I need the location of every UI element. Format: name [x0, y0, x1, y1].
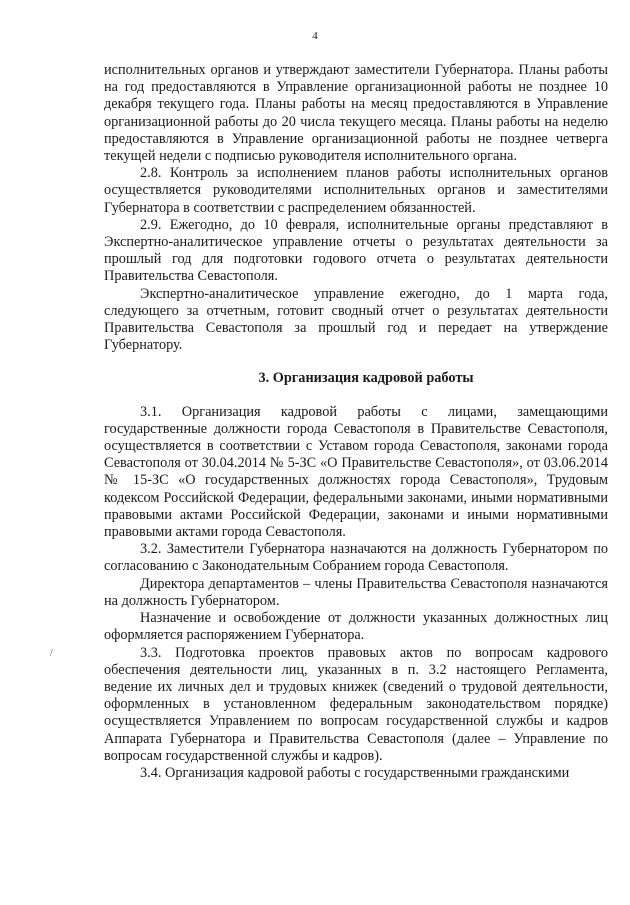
- paragraph-2-8: 2.8. Контроль за исполнением планов работы исполнительных органов осуществляется руководителями исполнительных органов и заместителями Губернатора в соответствии с распределением обязанностей.: [104, 165, 608, 216]
- paragraph-3-3: 3.3. Подготовка проектов правовых актов по вопросам кадрового обеспечения деятельности лиц, указанных в п. 3.2 настоящего Регламента, ведение их личных дел и трудовых книжек (сведений о трудовой деятельности, оформленных в установленном федеральным законодательством порядке) осуществляется Управлением по вопросам государственной службы и кадров Аппарата Губернатора и Правительства Севастополя (далее – Управление по вопросам государственной службы и кадров).: [104, 644, 608, 764]
- paragraph-3-2: 3.2. Заместители Губернатора назначаются на должность Губернатором по согласованию с Законодательным Собранием города Севастополя.: [104, 541, 608, 575]
- paragraph-appointment: Назначение и освобождение от должности указанных должностных лиц оформляется распоряжением Губернатора.: [104, 610, 608, 644]
- paragraph-2-9: 2.9. Ежегодно, до 10 февраля, исполнительные органы представляют в Экспертно-аналитическое управление отчеты о результатах деятельности за прошлый год для подготовки годового отчета о результатах деятельности Правительства Севастополя.: [104, 216, 608, 285]
- paragraph-3-1: 3.1. Организация кадровой работы с лицами, замещающими государственные должности города Севастополя в Правительстве Севастополя, осуществляется в соответствии с Уставом города Севастополя, законами города Севастополя от 30.04.2014 № 5-ЗС «О Правительстве Севастополя», от 03.06.2014 № 15-ЗС «О государственных должностях города Севастополя», Трудовым кодексом Российской Федерации, федеральными законами, иными нормативными правовыми актами Российской Федерации, законами и иными нормативными правовыми актами города Севастополя.: [104, 403, 608, 541]
- paragraph-expert-report: Экспертно-аналитическое управление ежегодно, до 1 марта года, следующего за отчетным, готовит сводный отчет о результатах деятельности Правительства Севастополя за прошлый год и передает на утверждение Губернатору.: [104, 285, 608, 354]
- document-body: [104, 62, 608, 782]
- page-number: 4: [312, 30, 318, 42]
- paragraph-3-4: 3.4. Организация кадровой работы с государственными гражданскими: [140, 764, 570, 781]
- section-heading: 3. Организация кадровой работы: [258, 370, 474, 387]
- paragraph-directors: Директора департаментов – члены Правительства Севастополя назначаются на должность Губернатором.: [104, 575, 608, 609]
- paragraph-continued: исполнительных органов и утверждают заместители Губернатора. Планы работы на год предоставляются в Управление организационной работы не позднее 10 декабря текущего года. Планы работы на месяц предоставляются в Управление организационной работы до 20 числа текущего месяца. Планы работы на неделю предоставляются в Управление организационной работы не позднее четверга текущей недели с подписью руководителя исполнительного органа.: [104, 62, 608, 165]
- margin-mark: /: [50, 648, 53, 659]
